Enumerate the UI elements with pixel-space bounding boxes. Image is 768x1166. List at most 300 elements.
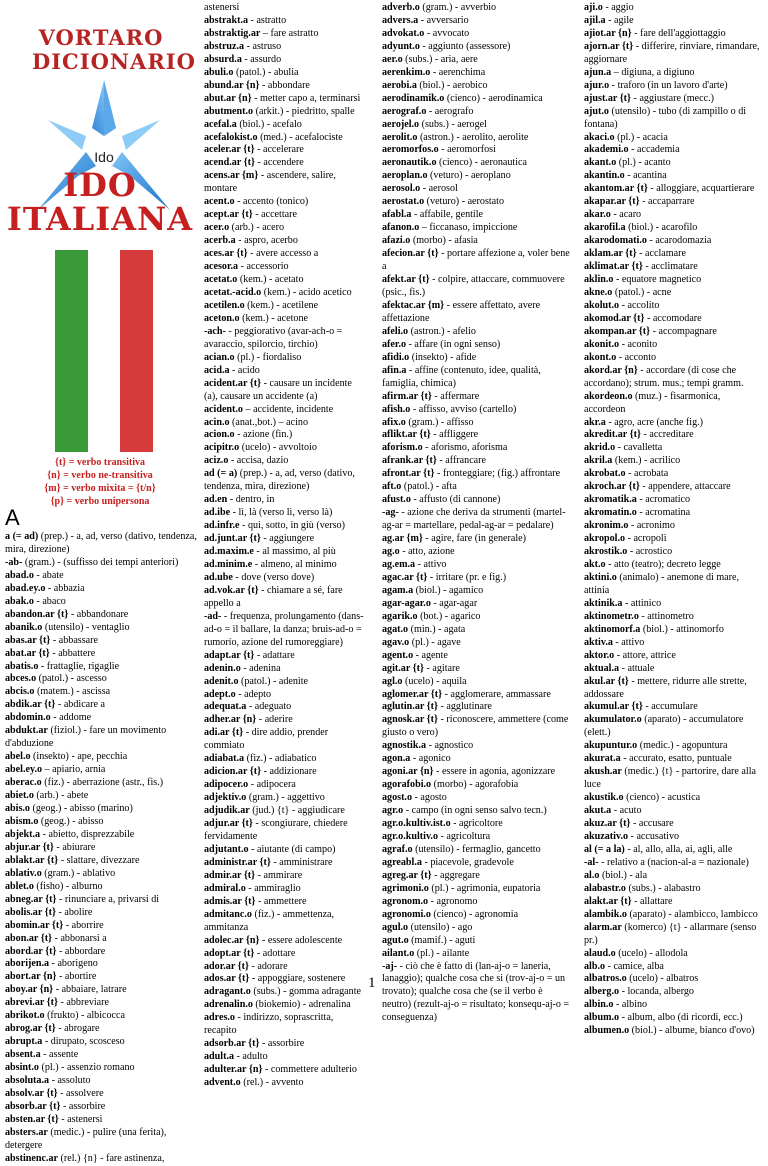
entry-definition: - attuale (619, 662, 655, 674)
entry-headword: adres.o (204, 1012, 235, 1024)
dictionary-entry (584, 15, 764, 28)
entry-definition: (medic.) - agopuntura (637, 740, 728, 752)
entry-headword: akomod.ar {t} (584, 312, 645, 324)
dictionary-entry (584, 106, 764, 132)
entry-definition: - adenina (240, 662, 281, 674)
entry-definition: - agglutinare (438, 701, 492, 713)
dictionary-entry (204, 546, 364, 559)
entry-definition: - acronimo (628, 520, 675, 532)
entry-headword: agac.ar {t} (382, 571, 428, 583)
entry-headword: absoluta.a (5, 1075, 50, 1087)
entry-headword: aforism.o (382, 442, 423, 454)
dictionary-entry (5, 673, 197, 686)
entry-headword: adiabat.a (204, 753, 245, 765)
dictionary-entry (204, 818, 364, 844)
entry-headword: aces.ar {t} (204, 248, 248, 260)
dictionary-entry (204, 792, 364, 805)
entry-definition: (ucelo) - allodola (615, 947, 688, 959)
dictionary-entry (584, 961, 764, 974)
entry-headword: albin.o (584, 999, 614, 1011)
dictionary-entry (382, 714, 570, 740)
dictionary-entry (584, 222, 764, 235)
entry-headword: adverb.o (382, 2, 420, 13)
entry-headword: abjekt.a (5, 828, 41, 840)
dictionary-entry (584, 455, 764, 468)
entry-definition: - camice, alba (605, 960, 664, 972)
dictionary-entry (382, 2, 570, 15)
dictionary-entry (584, 753, 764, 766)
dictionary-entry (584, 611, 764, 624)
entry-definition: - almeno, al minimo (252, 558, 337, 570)
entry-definition: - accumulare (642, 701, 698, 713)
dictionary-entry (5, 635, 197, 648)
entry-headword: akompan.ar {t} (584, 325, 651, 337)
entry-definition: - locanda, albergo (619, 986, 694, 998)
entry-definition: (jud.) {t} - aggiudicare (249, 805, 345, 817)
entry-headword: akromatin.o (584, 507, 637, 519)
entry-definition: (insekto) - afide (409, 351, 477, 363)
language-title-1: IDO (63, 166, 137, 204)
entry-headword: alb.o (584, 960, 606, 972)
entries-column-1 (5, 531, 197, 1166)
entry-definition: - affrancare (436, 455, 486, 467)
dictionary-entry (5, 1088, 197, 1101)
entry-headword: abism.o (5, 815, 39, 827)
entry-definition: - acarodomazia (646, 235, 712, 247)
dictionary-entry (382, 857, 570, 870)
entry-headword: advokat.o (382, 27, 425, 39)
entry-headword: agrimoni.o (382, 882, 429, 894)
entry-headword: abad.ey.o (5, 582, 46, 594)
entry-definition: (geog.) - abisso (38, 815, 104, 827)
dictionary-entry (584, 857, 764, 870)
dictionary-entry (382, 144, 570, 157)
entry-headword: afust.o (382, 494, 411, 506)
entry-headword: abrog.ar {t} (5, 1023, 56, 1035)
dictionary-entry (584, 546, 764, 559)
entry-headword: -ab- (5, 556, 23, 568)
dictionary-entry (584, 2, 764, 15)
dictionary-entry (584, 144, 764, 157)
dictionary-entry (5, 790, 197, 803)
entry-headword: aer.o (382, 53, 403, 65)
entry-definition: - causare un incidente (a), causare un accidente (a) (204, 377, 352, 402)
dictionary-entry (5, 570, 197, 583)
entry-definition: (ucelo) - albatros (626, 973, 699, 985)
entry-definition: - agro, acre (anche fig.) (605, 416, 704, 428)
entry-headword: aktinomorf.a (584, 623, 641, 635)
entry-definition: - indirizzo, soprascritta, recapito (204, 1012, 334, 1037)
dictionary-entry (204, 287, 364, 300)
entry-headword: aklimat.ar {t} (584, 261, 643, 273)
entry-definition: (komerco) {t} - allarmare (senso pr.) (584, 921, 757, 946)
dictionary-entry (5, 1062, 197, 1075)
dictionary-entry (5, 971, 197, 984)
entry-headword: aeroplan.o (382, 170, 428, 182)
legend-line: {p} = verbo unipersona (50, 496, 150, 507)
dictionary-entry (382, 352, 570, 365)
legend-line: {m} = verbo mixita = {t/n} (44, 483, 156, 494)
entry-definition: - aborrire (63, 919, 104, 931)
dictionary-entry (204, 805, 364, 818)
entry-headword: ag.em.a (382, 558, 416, 570)
entry-headword: akant.o (584, 157, 617, 169)
dictionary-entry (5, 868, 197, 881)
entry-definition: - slattare, divezzare (58, 854, 140, 866)
dictionary-entry (204, 442, 364, 455)
dictionary-entry (584, 766, 764, 792)
dictionary-entry (584, 1012, 764, 1025)
entry-headword: abort.ar {n} (5, 971, 57, 983)
entry-definition: - abaco (33, 595, 66, 607)
entry-headword: -ach- (204, 325, 226, 337)
entry-headword: abuli.o (204, 66, 234, 78)
entry-headword: acion.o (204, 429, 235, 441)
entry-headword: aberac.o (5, 777, 42, 789)
dictionary-entry (204, 689, 364, 702)
dictionary-entry (382, 598, 570, 611)
entry-headword: aktinometr.o (584, 610, 639, 622)
dictionary-entry (382, 67, 570, 80)
entry-headword: abandon.ar {t} (5, 608, 69, 620)
dictionary-entry (382, 455, 570, 468)
entry-definition: - rinunciare a, privarsi di (56, 893, 160, 905)
entry-headword: alabastr.o (584, 882, 626, 894)
dictionary-entry (584, 157, 764, 170)
dictionary-entry (584, 1025, 764, 1038)
entry-definition: - aspro, acerbo (235, 235, 298, 247)
entry-definition: - fronteggiare; (fig.) affrontare (434, 468, 561, 480)
entry-definition: - accento (tonico) (234, 196, 309, 208)
dictionary-entry (382, 676, 570, 689)
section-letter: A (5, 505, 20, 530)
entry-headword: ablakt.ar {t} (5, 854, 59, 866)
entry-headword: akurat.a (584, 753, 621, 765)
verb-legend (0, 456, 200, 508)
entry-definition: - irritare (pr. e fig.) (427, 571, 507, 583)
entry-headword: afeli.o (382, 325, 409, 337)
entry-headword: afront.ar {t} (382, 468, 435, 480)
entry-definition: (utensilo) - ago (408, 921, 473, 933)
dictionary-entry (584, 844, 764, 857)
dictionary-entry (204, 986, 364, 999)
dictionary-entry (382, 404, 570, 417)
entry-definition: (biokemio) - adrenalina (252, 999, 351, 1011)
entry-headword: akustik.o (584, 792, 624, 804)
entry-headword: acident.o (204, 403, 243, 415)
entry-headword: admitanc.o (204, 908, 252, 920)
entry-definition: - equatore magnetico (613, 274, 702, 286)
entry-definition: (cienco) - acustica (623, 792, 701, 804)
entry-definition: - appendere, attaccare (639, 481, 731, 493)
entry-headword: agronomi.o (382, 908, 431, 920)
entry-definition: (pl.) - ailante (414, 947, 470, 959)
entry-headword: abat.ar {t} (5, 647, 50, 659)
entry-definition: - agonico (410, 753, 451, 765)
entry-definition: - affare (in ogni senso) (406, 338, 501, 350)
entry-definition: - adattare (254, 649, 295, 661)
entry-definition: (gram.) - aggettivo (246, 792, 325, 804)
entry-headword: akne.o (584, 286, 613, 298)
dictionary-entry (584, 28, 764, 41)
entry-headword: agr.o.kultiv.ist.o (382, 818, 451, 830)
entry-headword: ajorn.ar {t} (584, 40, 634, 52)
entry-definition: - attivo (612, 636, 645, 648)
dictionary-entry (382, 300, 570, 326)
entry-headword: aborijen.a (5, 958, 50, 970)
dictionary-entry (382, 637, 570, 650)
entry-definition: - aiutante (di campo) (248, 843, 336, 855)
entry-definition: - attinometro (638, 610, 694, 622)
entry-definition: - accomodare (644, 312, 702, 324)
dictionary-entry (204, 326, 364, 352)
entry-definition: - assurdo (241, 53, 282, 65)
entry-headword: acens.ar {m} (204, 170, 259, 182)
dictionary-entry (5, 686, 197, 699)
dictionary-entry (584, 300, 764, 313)
dictionary-entry (204, 417, 364, 430)
entry-headword: aglomer.ar {t} (382, 688, 443, 700)
entry-headword: akt.o (584, 558, 606, 570)
entry-definition: (pl.) - acanto (616, 157, 671, 169)
dictionary-entry (382, 339, 570, 352)
entry-definition: (medic.) - pulire (una ferita), detergere (5, 1126, 167, 1151)
entry-headword: album.o (584, 1012, 620, 1024)
entry-headword: absten.ar {t} (5, 1113, 59, 1125)
dictionary-entry (584, 714, 764, 740)
dictionary-entry (204, 857, 364, 870)
entry-headword: advers.a (382, 14, 419, 26)
entry-headword: agronom.o (382, 895, 429, 907)
dictionary-entry (382, 624, 570, 637)
entry-definition: - dirupato, scosceso (42, 1036, 125, 1048)
entry-headword: acian.o (204, 351, 235, 363)
entry-definition: - aerenchima (430, 66, 486, 78)
dictionary-entry (584, 261, 764, 274)
entry-definition: - affine (contenuto, idee, qualità, famiglia, chimica) (382, 364, 541, 389)
entry-definition: (pl.) - agave (409, 636, 461, 648)
entry-definition: - ammettere (255, 895, 307, 907)
entry-definition: - accreditare (640, 429, 694, 441)
entry-headword: ad.vok.ar {t} (204, 584, 259, 596)
dictionary-entry (584, 973, 764, 986)
entry-headword: afekt.ar {t} (382, 274, 430, 286)
entry-definition: (pl.) - assenzio romano (38, 1062, 135, 1074)
entry-definition: - riconoscere, ammettere (come giusto o vero) (382, 714, 569, 739)
dictionary-entry (204, 1051, 364, 1064)
entry-definition: - al, allo, alla, ai, agli, alle (624, 843, 733, 855)
entry-headword: abel.ey.o (5, 764, 43, 776)
dictionary-entry (584, 481, 764, 494)
entry-headword: acetat.-acid.o (204, 286, 262, 298)
dictionary-entry (204, 313, 364, 326)
entry-headword: akolut.o (584, 299, 620, 311)
dictionary-entry (5, 984, 197, 997)
entry-definition: (biol.) - ala (599, 869, 648, 881)
dictionary-entry (204, 753, 364, 766)
dictionary-entry (382, 689, 570, 702)
flag-red-band (120, 250, 153, 452)
dictionary-entry (204, 222, 364, 235)
entry-definition: - abietto, disprezzabile (40, 828, 135, 840)
entry-headword: adragant.o (204, 986, 251, 998)
dictionary-entry (382, 170, 570, 183)
entry-headword: aerostat.o (382, 196, 425, 208)
dictionary-entry (204, 650, 364, 663)
dictionary-entry (204, 533, 364, 546)
entry-headword: akr.a (584, 416, 606, 428)
dictionary-entry (5, 946, 197, 959)
entry-headword: agr.o.kultiv.o (382, 831, 438, 842)
dictionary-entry (584, 183, 764, 196)
entry-definition: - agricoltura (438, 831, 491, 842)
dictionary-entry (382, 961, 570, 1026)
entry-definition: - ammiraglio (245, 882, 301, 894)
dictionary-entry (382, 585, 570, 598)
entry-definition: - dove (verso dove) (232, 571, 315, 583)
entry-definition: (gram.) - ablativo (41, 867, 116, 879)
entry-headword: abstruz.a (204, 40, 245, 52)
entry-headword: ados.ar {t} (204, 973, 250, 985)
entry-headword: agr.o (382, 805, 404, 817)
entry-headword: aerodinamik.o (382, 92, 445, 104)
entry-definition: - differire, rinviare, rimandare, aggiornare (584, 40, 760, 65)
entry-headword: afrank.ar {t} (382, 455, 437, 467)
dictionary-entry (204, 961, 364, 974)
dictionary-entry (204, 144, 364, 157)
dictionary-entry (5, 764, 197, 777)
dictionary-entry (382, 844, 570, 857)
entry-headword: ad.en (204, 494, 228, 506)
entry-definition: - acrostico (627, 546, 673, 558)
page-number: 1 (368, 975, 376, 991)
entry-definition: - abbondare (259, 79, 310, 91)
dictionary-entry (204, 494, 364, 507)
entry-definition: (veturo) - aeroplano (427, 170, 511, 182)
entry-headword: akonit.o (584, 338, 620, 350)
entry-headword: acefalokist.o (204, 131, 258, 143)
entry-headword: abutment.o (204, 105, 254, 117)
entry-headword: ad (= a) (204, 468, 238, 480)
entry-definition: - aggregare (431, 869, 480, 881)
entry-headword: akul.ar {t} (584, 675, 629, 687)
entry-headword: adequat.a (204, 701, 247, 713)
entry-definition: - dire addio, prender commiato (204, 727, 329, 752)
entry-headword: agon.a (382, 753, 411, 765)
dictionary-entry (584, 313, 764, 326)
entry-headword: aft.o (382, 481, 402, 493)
entry-headword: alaud.o (584, 947, 616, 959)
dictionary-entry (204, 779, 364, 792)
entry-headword: abjur.ar {t} (5, 841, 54, 853)
entry-definition: - acclimatare (642, 261, 698, 273)
dictionary-entry (382, 663, 570, 676)
entry-headword: absolv.ar {t} (5, 1087, 58, 1099)
dictionary-entry (5, 1049, 197, 1062)
entry-definition: - essere in agonia, agonizzare (433, 766, 556, 778)
entry-headword: a (= ad) (5, 531, 39, 542)
entry-headword: akrobat.o (584, 468, 626, 480)
dictionary-entry (204, 676, 364, 689)
entry-definition: (astron.) - aerolito, aerolite (417, 131, 529, 143)
dictionary-entry (204, 701, 364, 714)
entry-headword: aktor.o (584, 649, 615, 661)
dictionary-entry (382, 119, 570, 132)
entry-definition: - atto (teatro); decreto legge (605, 558, 721, 570)
entry-headword: agar-agar.o (382, 597, 431, 609)
dictionary-entry (5, 751, 197, 764)
dictionary-entry (382, 417, 570, 430)
entry-headword: alberg.o (584, 986, 620, 998)
dictionary-entry (5, 1127, 197, 1153)
entry-definition: - abbattere (49, 647, 96, 659)
entry-definition: - al massimo, al più (253, 546, 336, 558)
entry-headword: aboy.ar {n} (5, 984, 54, 996)
dictionary-entry (584, 909, 764, 922)
entry-headword: aerenkim.o (382, 66, 431, 78)
entry-definition: (pl.) - acacia (614, 131, 668, 143)
dictionary-entry (204, 429, 364, 442)
entry-definition: (subs.) - aria, aere (402, 53, 478, 65)
entry-definition: - mettere, ridurre alle strette, addossare (584, 675, 747, 700)
entry-headword: adept.o (204, 688, 236, 700)
dictionary-entry (382, 948, 570, 961)
dictionary-entry (204, 520, 364, 533)
entry-headword: abrevi.ar {t} (5, 997, 58, 1009)
dictionary-entry (204, 15, 364, 28)
dictionary-entry (382, 28, 570, 41)
dictionary-entry (382, 818, 570, 831)
entry-definition: (aparato) - alambicco, lambicco (626, 908, 758, 920)
entry-headword: aerobi.a (382, 79, 417, 91)
dictionary-entry (584, 494, 764, 507)
entry-definition: - frattaglie, rigaglie (38, 660, 120, 672)
entry-definition: - piacevole, gradevole (421, 856, 514, 868)
entry-headword: absters.ar (5, 1126, 48, 1138)
dictionary-entry (584, 209, 764, 222)
entry-definition: (patol.) - abulia (233, 66, 299, 78)
entry-definition: - ammirare (255, 869, 303, 881)
entry-headword: agnosk.ar {t} (382, 714, 439, 726)
entry-definition: - affabile, gentile (411, 209, 484, 221)
entry-definition: (cienco) - aeronautica (436, 157, 528, 169)
entry-headword: adapt.ar {t} (204, 649, 255, 661)
entry-headword: aceler.ar {t} (204, 144, 255, 156)
entry-definition: - abbassare (50, 634, 98, 646)
entry-headword: aeromorfos.o (382, 144, 439, 156)
entry-headword: aerograf.o (382, 105, 427, 117)
entry-definition: (frukto) - albicocca (44, 1010, 125, 1022)
entry-headword: ajiot.ar {n} (584, 27, 632, 39)
dictionary-entry (5, 997, 197, 1010)
entry-headword: aceton.o (204, 312, 240, 324)
entry-definition: - dentro, in (227, 494, 275, 506)
entry-definition: (kem.) - acido acetico (261, 286, 352, 298)
entry-definition: - qui, sotto, in giù (verso) (239, 520, 345, 532)
entry-headword: aklin.o (584, 274, 614, 286)
entry-headword: adult.a (204, 1051, 235, 1063)
dictionary-entry (584, 650, 764, 663)
entry-headword: ador.ar {t} (204, 960, 249, 972)
dictionary-entry (382, 779, 570, 792)
entry-definition: (arb.) - abete (33, 790, 89, 802)
entry-headword: aktual.a (584, 662, 620, 674)
entry-definition: - attivo (415, 558, 447, 570)
entry-headword: agul.o (382, 921, 409, 933)
title-line-2: DICIONARIO (32, 49, 196, 74)
entry-definition: - agglomerare, ammassare (442, 688, 551, 700)
dictionary-entry (204, 261, 364, 274)
